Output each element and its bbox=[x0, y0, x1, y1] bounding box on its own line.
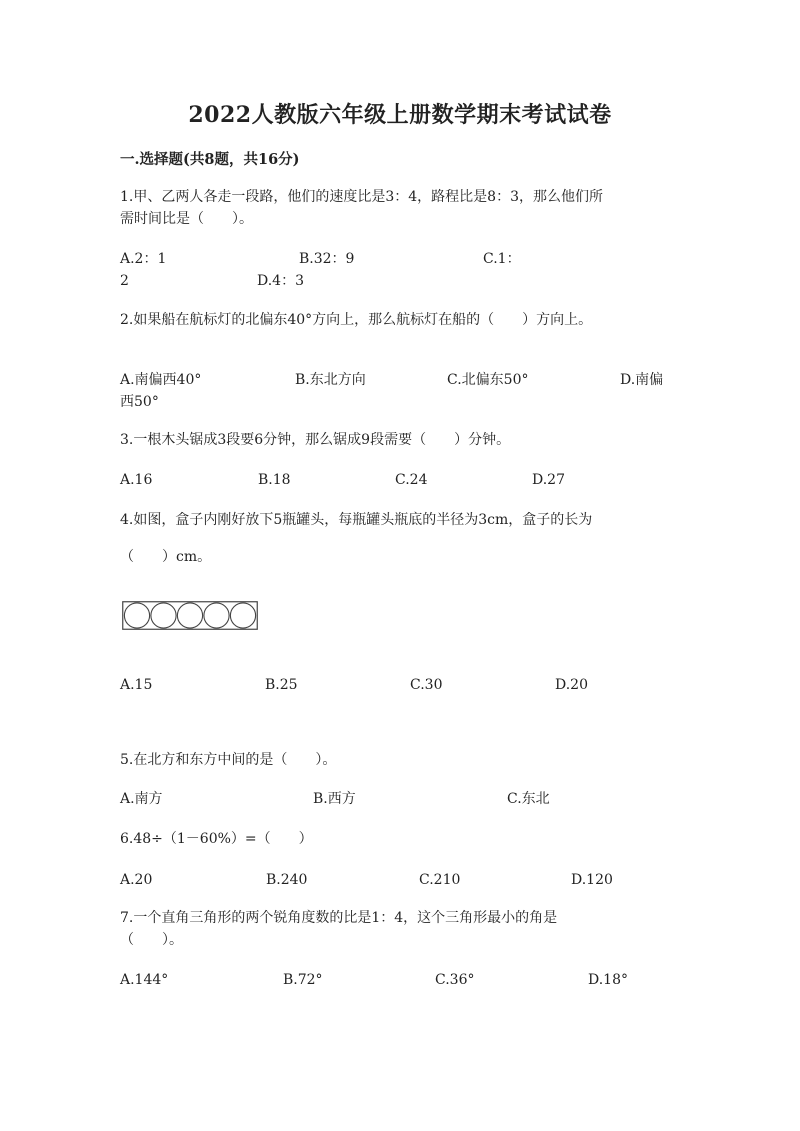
can-circle bbox=[124, 603, 149, 628]
question-1-stem-line2: 需时间比是（ ）。 bbox=[120, 211, 253, 227]
question-7-stem-line2: （ ）。 bbox=[120, 932, 183, 948]
question-6-stem-line1: 6.48÷（1－60%）=（ ） bbox=[120, 831, 313, 847]
question-1 bbox=[120, 186, 690, 230]
question-1-option-b: B.32：9 bbox=[299, 251, 355, 267]
question-4-stem-line1: 4.如图，盒子内刚好放下5瓶罐头，每瓶罐头瓶底的半径为3cm，盒子的长为 bbox=[120, 512, 593, 528]
question-5-stem-line1: 5.在北方和东方中间的是（ ）。 bbox=[120, 752, 337, 768]
question-5 bbox=[120, 749, 690, 771]
question-3-stem-line1: 3.一根木头锯成3段要6分钟，那么锯成9段需要（ ）分钟。 bbox=[120, 432, 511, 448]
can-circle bbox=[177, 603, 202, 628]
question-3-option-b: B.18 bbox=[258, 472, 291, 488]
question-4-option-d: D.20 bbox=[555, 677, 588, 693]
question-2-option-c: C.北偏东50° bbox=[447, 372, 529, 388]
page-title: 2022人教版六年级上册数学期末考试试卷 bbox=[188, 102, 612, 128]
question-3-option-d: D.27 bbox=[532, 472, 565, 488]
question-5-option-b: B.西方 bbox=[313, 791, 356, 807]
question-3-option-c: C.24 bbox=[395, 472, 428, 488]
question-3-option-a: A.16 bbox=[120, 472, 153, 488]
question-5-option-c: C.东北 bbox=[507, 791, 550, 807]
question-2-stem-line1: 2.如果船在航标灯的北偏东40°方向上，那么航标灯在船的（ ）方向上。 bbox=[120, 312, 593, 328]
question-4-option-c: C.30 bbox=[410, 677, 443, 693]
question-1-option-c-wrap: 2 bbox=[120, 273, 129, 289]
question-6-option-b: B.240 bbox=[266, 872, 308, 888]
question-7-stem-line1: 7.一个直角三角形的两个锐角度数的比是1：4，这个三角形最小的角是 bbox=[120, 910, 558, 926]
question-2-option-b: B.东北方向 bbox=[295, 372, 366, 388]
can-circle bbox=[204, 603, 229, 628]
question-6 bbox=[120, 828, 690, 850]
can-circle bbox=[151, 603, 176, 628]
can-circle bbox=[230, 603, 255, 628]
question-7-option-c: C.36° bbox=[435, 972, 475, 988]
question-6-option-c: C.210 bbox=[419, 872, 461, 888]
question-1-option-a: A.2：1 bbox=[120, 251, 167, 267]
question-2-option-d: D.南偏 bbox=[620, 372, 664, 388]
question-7-option-d: D.18° bbox=[588, 972, 628, 988]
question-4-stem-line2: （ ）cm。 bbox=[120, 549, 212, 565]
question-1-option-c: C.1： bbox=[483, 251, 521, 267]
question-6-option-d: D.120 bbox=[571, 872, 613, 888]
question-4 bbox=[120, 509, 690, 531]
question-3 bbox=[120, 429, 690, 451]
question-7-option-a: A.144° bbox=[120, 972, 169, 988]
question-7 bbox=[120, 907, 690, 951]
question-6-option-a: A.20 bbox=[120, 872, 153, 888]
section-heading: 一.选择题(共8题，共16分) bbox=[120, 151, 300, 168]
box-with-cans-figure bbox=[122, 601, 258, 630]
question-4-option-a: A.15 bbox=[120, 677, 153, 693]
question-2 bbox=[120, 309, 720, 331]
question-1-stem-line1: 1.甲、乙两人各走一段路，他们的速度比是3：4，路程比是8：3，那么他们所 bbox=[120, 189, 603, 205]
question-2-option-a: A.南偏西40° bbox=[120, 372, 202, 388]
question-7-option-b: B.72° bbox=[283, 972, 323, 988]
question-4-option-b: B.25 bbox=[265, 677, 298, 693]
box-outline bbox=[123, 602, 258, 630]
question-5-option-a: A.南方 bbox=[120, 791, 163, 807]
question-1-option-d: D.4：3 bbox=[257, 273, 304, 289]
question-2-option-d-wrap: 西50° bbox=[120, 394, 159, 410]
